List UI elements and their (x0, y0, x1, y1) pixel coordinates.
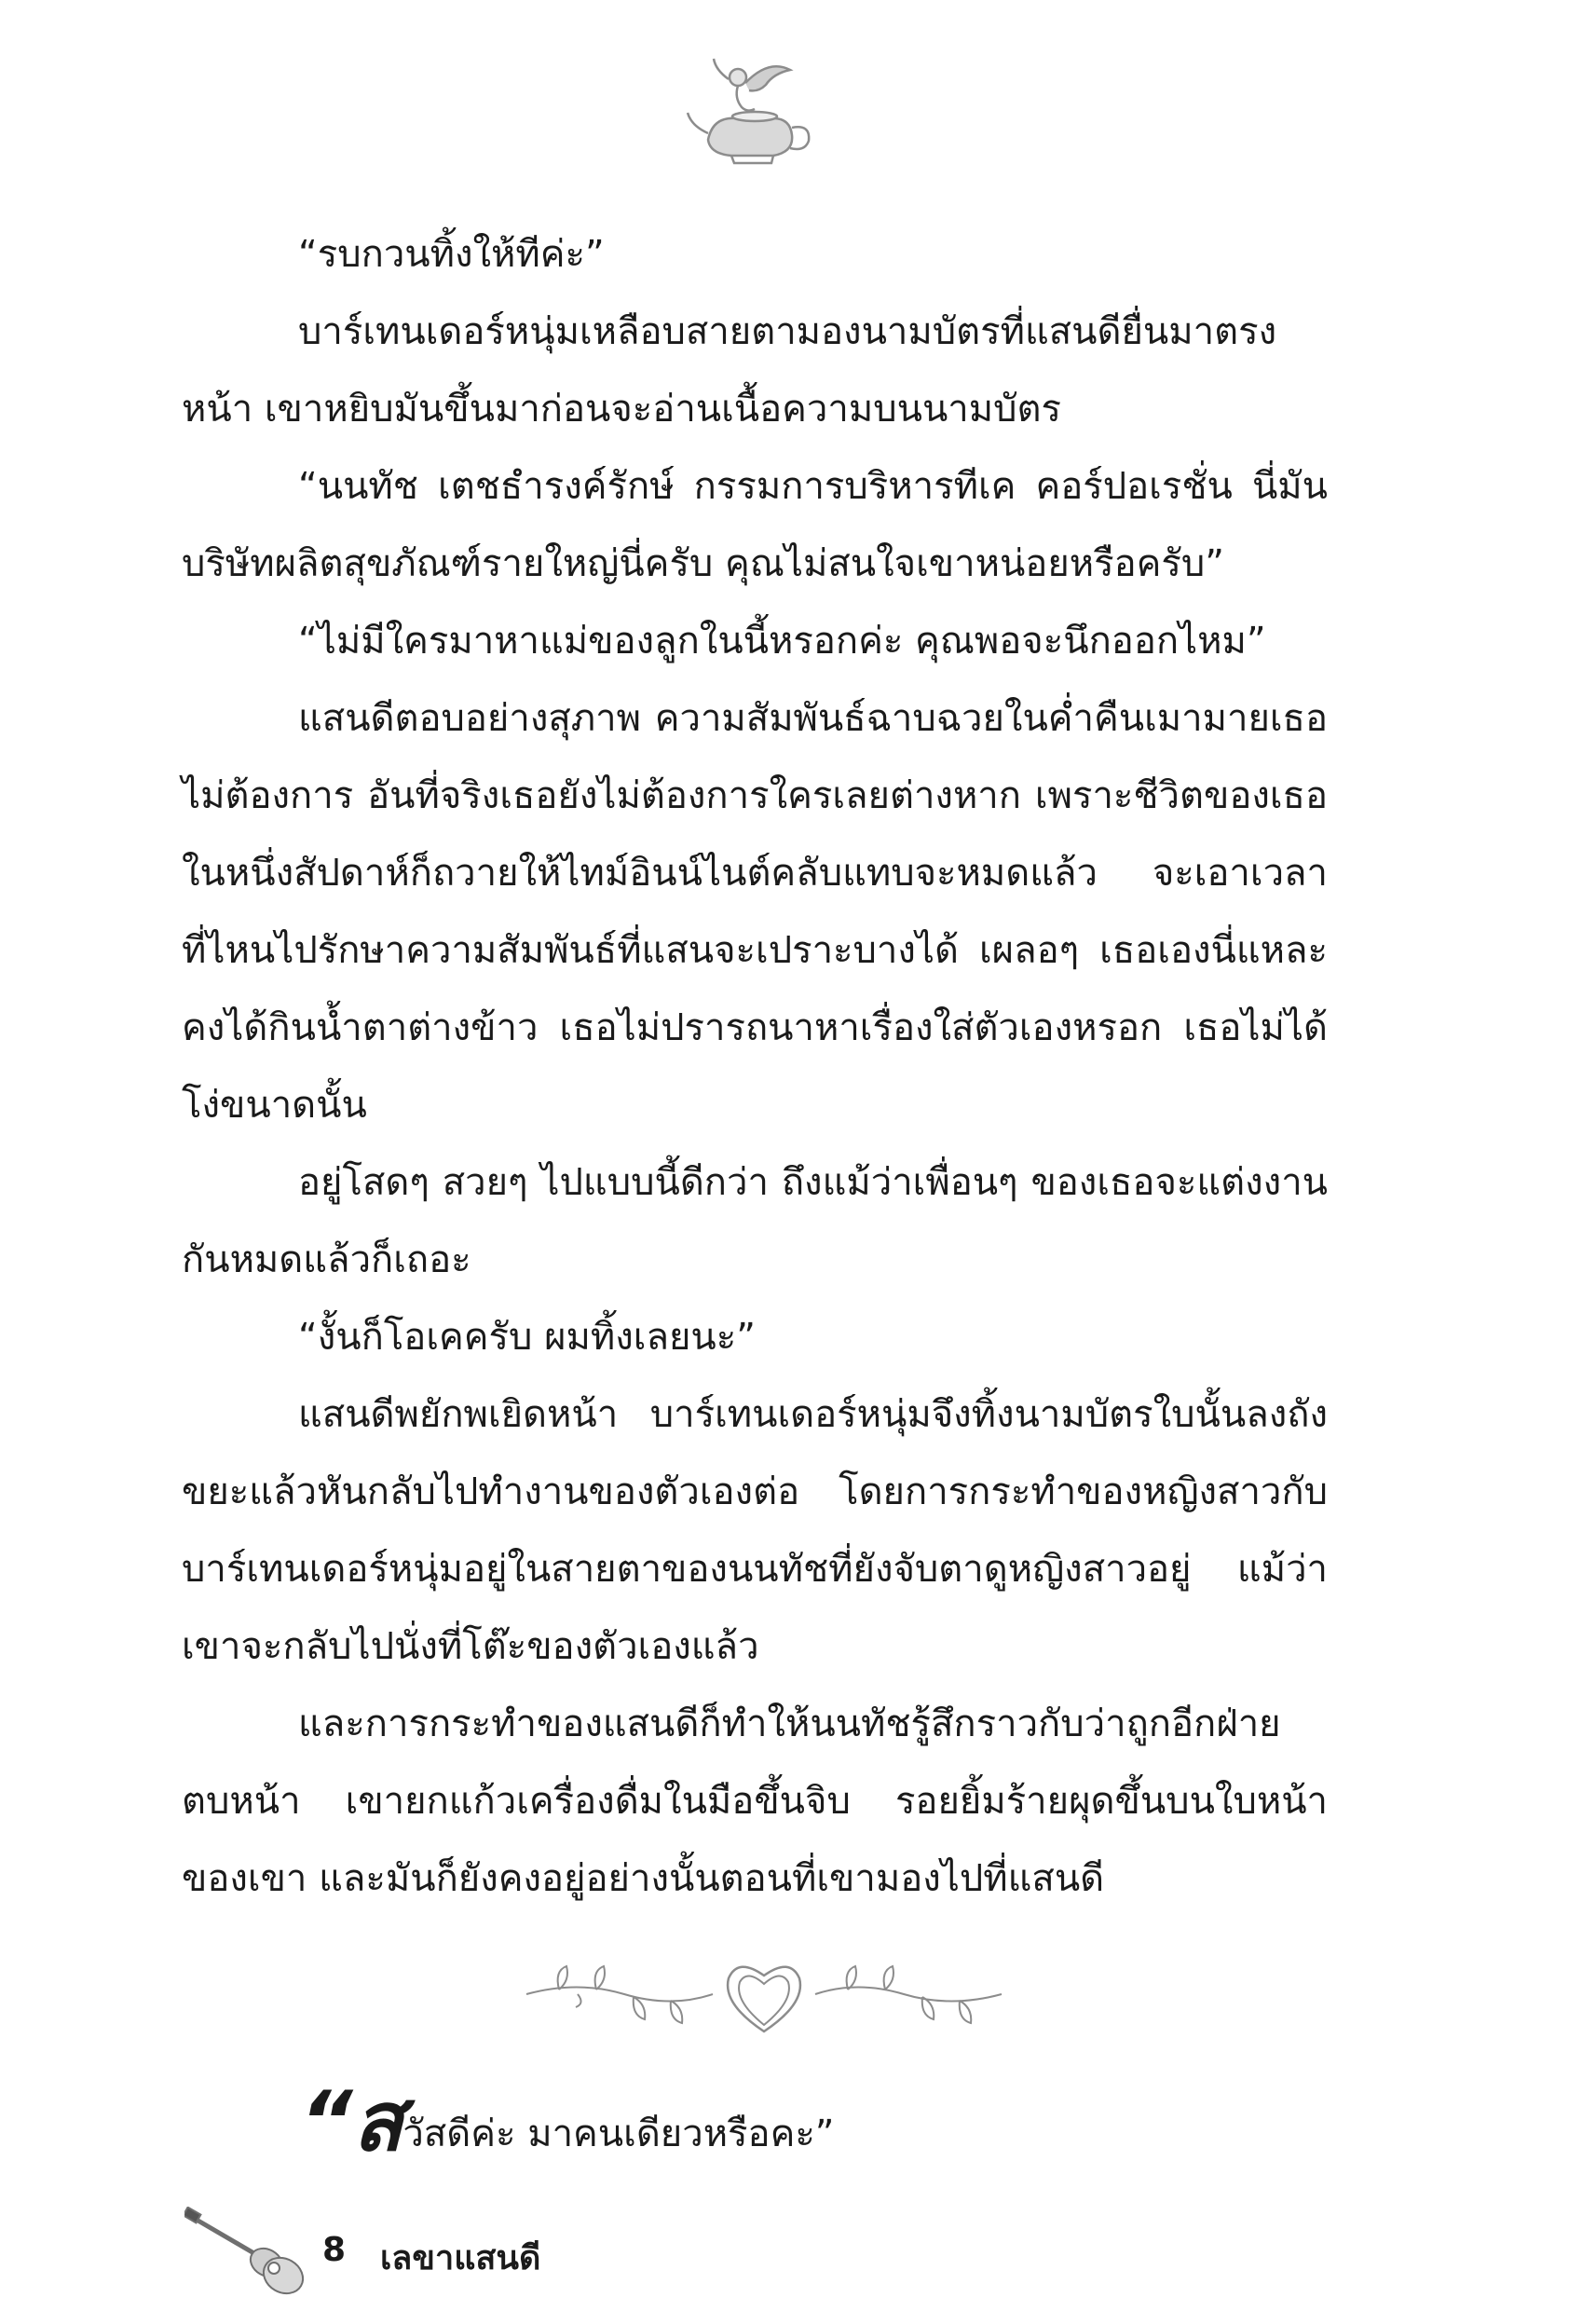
opening-quote-mark: “ (300, 2073, 353, 2169)
drop-cap: ส (352, 2073, 403, 2169)
paragraph: บาร์เทนเดอร์หนุ่มเหลือบสายตามองนามบัตรที่แสนดียื่นมาตรงหน้า เขาหยิบมันขึ้นมาก่อนจะอ่านเนื้อความบนนามบัตร (182, 310, 1277, 431)
paragraph: อยู่โสดๆ สวยๆ ไปแบบนี้ดีกว่า ถึงแม้ว่าเพื่อนๆ ของเธอจะแต่งงานกันหมดแล้วก็เถอะ (182, 1161, 1328, 1281)
cupid-teapot-icon (680, 51, 820, 172)
paragraph: “รบกวนทิ้งให้ทีค่ะ” (298, 233, 605, 276)
paragraph: “นนทัช เตชธำรงค์รักษ์ กรรมการบริหารทีเค คอร์ปอเรชั่น นี่มันบริษัทผลิตสุขภัณฑ์รายใหญ่นี่ครับ คุณไม่สนใจเขาหน่อยหรือครับ” (182, 465, 1328, 585)
book-title: เลขาแสนดี (380, 2239, 541, 2277)
opening-line-text: วัสดีค่ะ มาคนเดียวหรือคะ” (402, 2113, 835, 2155)
chapter-opening-line (300, 2073, 835, 2171)
paragraph: “ไม่มีใครมาหาแม่ของลูกในนี้หรอกค่ะ คุณพอจะนึกออกไหม” (298, 620, 1266, 663)
body-text (182, 216, 1328, 1918)
paragraph: แสนดีตอบอย่างสุภาพ ความสัมพันธ์ฉาบฉวยในค่ำคืนเมามายเธอไม่ต้องการ อันที่จริงเธอยังไม่ต้องการใครเลยต่างหาก เพราะชีวิตของเธอในหนึ่งสัปดาห์ก็ถวายให้ไทม์อินน์ไนต์คลับแทบจะหมดแล้ว จะเอาเวลาที่ไหนไปรักษาความสัมพันธ์ที่แสนจะเปราะบางได้ เผลอๆ เธอเองนี่แหละคงได้กินน้ำตาต่างข้าว เธอไม่ปรารถนาหาเรื่องใส่ตัวเองหรอก เธอไม่ได้โง่ขนาดนั้น (182, 697, 1328, 1127)
guitar-icon (184, 2207, 306, 2296)
paragraph: และการกระทำของแสนดีก็ทำให้นนทัชรู้สึกราวกับว่าถูกอีกฝ่ายตบหน้า เขายกแก้วเครื่องดื่มในมือขึ้นจิบ รอยยิ้มร้ายผุดขึ้นบนใบหน้าของเขา และมันก็ยังคงอยู่อย่างนั้นตอนที่เขามองไปที่แสนดี (182, 1702, 1328, 1900)
paragraph: แสนดีพยักพเยิดหน้า บาร์เทนเดอร์หนุ่มจึงทิ้งนามบัตรใบนั้นลงถังขยะแล้วหันกลับไปทำงานของตัวเองต่อ โดยการกระทำของหญิงสาวกับบาร์เทนเดอร์หนุ่มอยู่ในสายตาของนนทัชที่ยังจับตาดูหญิงสาวอยู่ แม้ว่าเขาจะกลับไปนั่งที่โต๊ะของตัวเองแล้ว (182, 1393, 1328, 1668)
page-footer (184, 2207, 706, 2296)
page-number: 8 (322, 2231, 347, 2269)
paragraph: “งั้นก็โอเคครับ ผมทิ้งเลยนะ” (298, 1316, 756, 1359)
vine-heart-divider-icon (522, 1943, 1006, 2045)
